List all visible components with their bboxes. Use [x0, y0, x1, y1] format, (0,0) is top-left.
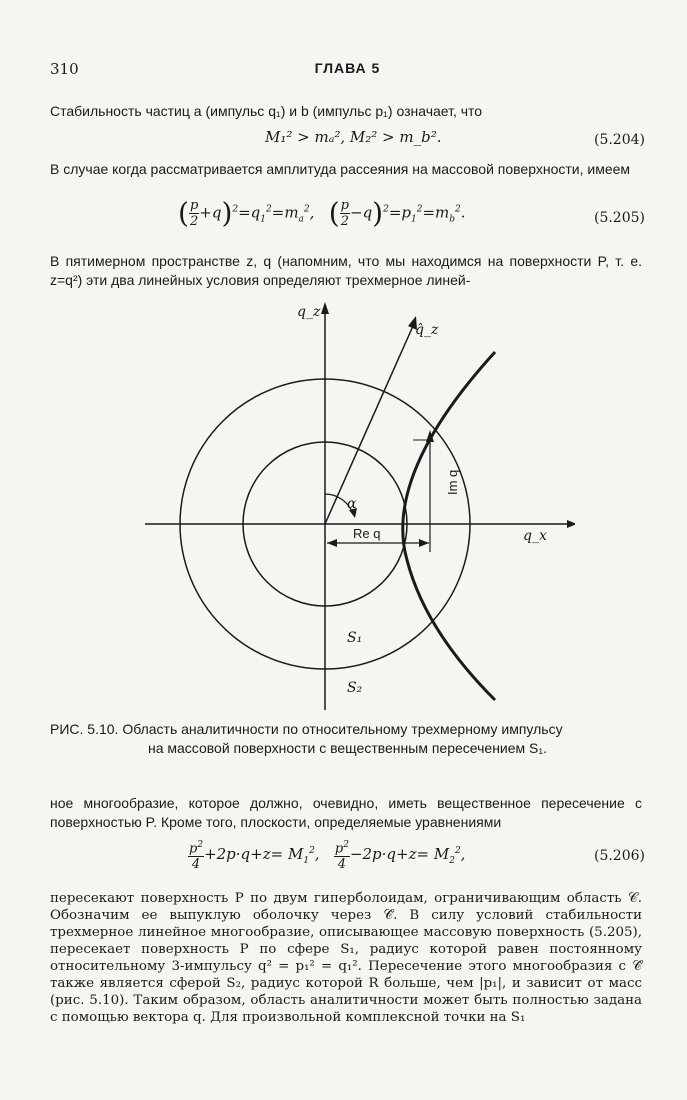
label-s1: S₁ — [347, 630, 363, 646]
qz-hat-line — [325, 326, 413, 524]
equation-5-206-body: $\frac{p^2}{4}$ $+2p\cdot q+z= M_1^2$, $\frac{p^2}{4}$ $-2p\cdot q+z= M_2^2$, — [189, 840, 466, 873]
paragraph-five-dim: В пятимерном пространстве z, q (напомним, что мы находимся на поверхности P, т. е. z=q²) эти два линейных условия определяют трехмерное линей- — [50, 253, 642, 288]
label-im-q: Im q — [445, 469, 460, 495]
qz-arrow-icon — [321, 302, 329, 314]
equation-5-206 — [50, 838, 645, 884]
label-s2: S₂ — [347, 680, 363, 696]
chapter-title: ГЛАВА 5 — [314, 60, 381, 76]
caption-line-1: РИС. 5.10. Область аналитичности по относительному трехмерному импульсу — [50, 721, 563, 737]
qx-arrow-icon — [567, 520, 575, 528]
equation-5-204-body: M₁² > mₐ², M₂² > m_b². — [265, 128, 442, 146]
paragraph-mass-shell: В случае когда рассматривается амплитуда рассеяния на массовой поверхности, имеем — [50, 161, 631, 177]
label-qz: q_z — [297, 304, 321, 320]
equation-5-204 — [50, 128, 645, 158]
hyperbola-curve — [403, 352, 495, 700]
figure-5-10 — [115, 300, 575, 710]
re-q-right-arrow-icon — [419, 539, 429, 547]
equation-5-205 — [50, 198, 645, 242]
figure-diagram — [115, 300, 575, 710]
paragraph-stability: Стабильность частиц a (импульс q₁) и b (импульс p₁) означает, что — [50, 103, 483, 119]
paragraph-hyperboloids: пересекают поверхность P по двум гиперболоидам, ограничивающим область 𝒞. Обозначим ее выпуклую оболочку через 𝒞̂. В силу условий стабильности трехмерное линейное многообразие, описывающее массовую поверхность (5.205), пересекает поверхность P по сфере S₁, радиус которой равен постоянному относительному 3-импульсу q² = p₁² = q₁². Пересечение этого многообразия с 𝒞̂ также является сферой S₂, радиус которой R больше, чем |p₁|, и зависит от масс (рис. 5.10). Таким образом, область аналитичности может быть полностью задана с помощью вектора q. Для произвольной комплексной точки на S₁ — [50, 891, 642, 1025]
label-qz-hat: q̂_z — [415, 322, 439, 338]
re-q-left-arrow-icon — [327, 539, 337, 547]
paragraph-manifold: ное многообразие, которое должно, очевидно, иметь вещественное пересечение с поверхностью P. Кроме того, плоскости, определяемые уравнениями — [50, 795, 642, 830]
equation-5-205-number: (5.205) — [593, 210, 645, 226]
label-re-q: Re q — [353, 526, 381, 541]
equation-5-204-number: (5.204) — [593, 132, 645, 148]
figure-caption — [50, 720, 645, 758]
equation-5-205-body: ( $\frac{p}{2}$ $+q)^2=q_1^2=m_a^2$, ( $\frac{p}{2}$ $-q)^2=p_1^2=m_b^2$. — [178, 196, 466, 230]
label-qx: q_x — [523, 528, 547, 544]
caption-line-2: на массовой поверхности с вещественным пересечением S₁. — [147, 740, 547, 756]
label-alpha: α — [347, 496, 357, 512]
equation-5-206-number: (5.206) — [593, 848, 645, 864]
page-number: 310 — [50, 60, 79, 78]
page-header — [50, 60, 645, 82]
